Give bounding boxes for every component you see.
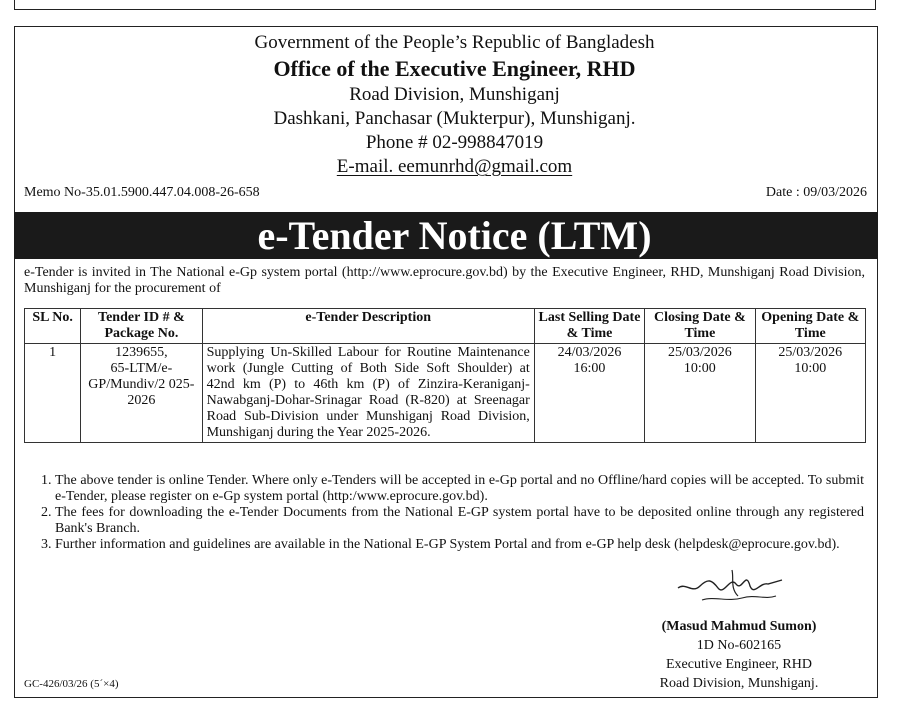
package-number: 65-LTM/e-GP/Mundiv/2 025-2026: [88, 361, 195, 408]
signature-icon: [672, 566, 792, 616]
office-email-line: [0, 156, 909, 178]
tender-table: [24, 308, 866, 443]
cell-tender-id: [81, 344, 202, 443]
division-name: Road Division, Munshiganj: [349, 84, 560, 105]
header-description: e-Tender Description: [202, 309, 534, 344]
office-email: E-mail. eemunrhd@gmail.com: [336, 156, 573, 177]
note-item: 1. The above tender is online Tender. Where only e-Tenders will be accepted in e-Gp portal and no Offline/hard copies will be accepted. To submit e-Tender, please register on e-Gp system portal (http:/www.eprocure.gov.bd).: [55, 473, 864, 505]
closing-time: 10:00: [683, 361, 716, 376]
signatory-id: 1D No-602165: [696, 638, 782, 653]
signatory-office: Road Division, Munshiganj.: [659, 676, 819, 691]
handwritten-signature: [672, 566, 792, 616]
signatory-block: [614, 617, 864, 693]
cell-sl: 1: [25, 344, 81, 443]
office-address: Dashkani, Panchasar (Mukterpur), Munshiganj.: [273, 108, 636, 129]
intro-paragraph: e-Tender is invited in The National e-Gp system portal (http://www.eprocure.gov.bd) by the Executive Engineer, RHD, Munshiganj Road Division, Munshiganj for the procurement of: [24, 265, 865, 296]
note-item: 2. The fees for downloading the e-Tender Documents from the National E-GP system portal have to be deposited online through any registered Bank's Branch.: [55, 505, 864, 537]
cell-closing: [645, 344, 755, 443]
tender-id-number: 1239655,: [115, 345, 168, 360]
cell-opening: [755, 344, 865, 443]
header-closing: Closing Date & Time: [645, 309, 755, 344]
cell-description: Supplying Un-Skilled Labour for Routine Maintenance work (Jungle Cutting of Both Side Soft Shoulder) at 42nd km (P) to 46th km (P) of Zinzira-Keraniganj-Nawabganj-Dohar-Srinagar Road (R-820) at Sreenagar Road Sub-Division under Munshiganj Road Division, Munshiganj during the Year 2025-2026.: [202, 344, 534, 443]
header-sl: SL No.: [25, 309, 81, 344]
top-border: [14, 0, 876, 10]
opening-time: 10:00: [794, 361, 827, 376]
header-opening: Opening Date & Time: [755, 309, 865, 344]
opening-date: 25/03/2026: [778, 345, 843, 360]
signatory-name: (Masud Mahmud Sumon): [661, 619, 817, 634]
closing-date: 25/03/2026: [667, 345, 732, 360]
government-name: Government of the People’s Republic of Bangladesh: [254, 32, 655, 53]
memo-number: Memo No-35.01.5900.447.04.008-26-658: [24, 185, 260, 200]
office-phone: Phone # 02-998847019: [365, 132, 544, 153]
office-name: Office of the Executive Engineer, RHD: [273, 56, 636, 81]
selling-date: 24/03/2026: [557, 345, 622, 360]
header-last-selling: Last Selling Date & Time: [534, 309, 644, 344]
table-row: [25, 344, 866, 443]
notice-title: e-Tender Notice (LTM): [257, 213, 652, 258]
cell-last-selling: [534, 344, 644, 443]
notes-list: [24, 473, 864, 553]
footer-code: GC-426/03/26 (5´×4): [24, 678, 119, 690]
header-tender-id: Tender ID # & Package No.: [81, 309, 202, 344]
note-item: 3. Further information and guidelines are available in the National E-GP System Portal and from e-GP help desk (helpdesk@eprocure.gov.bd).: [55, 537, 864, 553]
selling-time: 16:00: [573, 361, 606, 376]
notice-date: Date : 09/03/2026: [765, 185, 867, 200]
table-header-row: [25, 309, 866, 344]
signatory-designation: Executive Engineer, RHD: [665, 657, 812, 672]
